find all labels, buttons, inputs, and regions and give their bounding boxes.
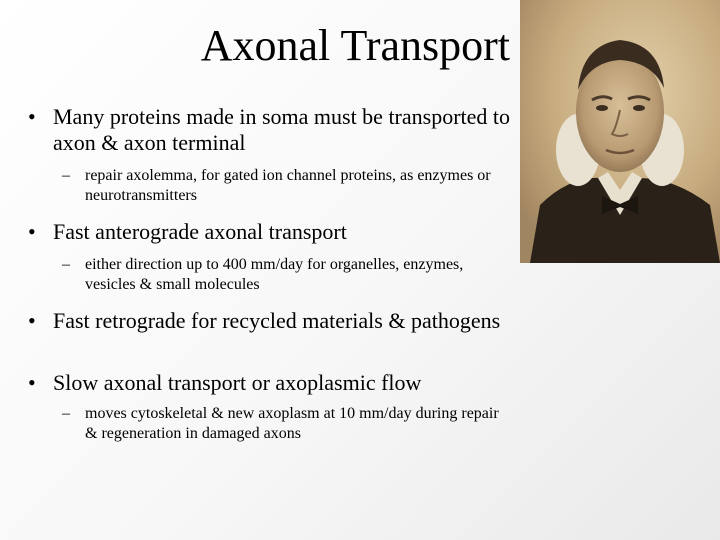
bullet-text: Many proteins made in soma must be transported to axon & axon terminal	[53, 104, 511, 155]
slide-title: Axonal Transport	[200, 21, 510, 70]
sub-bullet-text: moves cytoskeletal & new axoplasm at 10 mm/day during repair & regeneration in damaged axons	[85, 405, 499, 442]
bullet-text: Slow axonal transport or axoplasmic flow	[53, 370, 422, 395]
bullet-marker: •	[28, 370, 36, 395]
sub-bullet-text: either direction up to 400 mm/day for organelles, enzymes, vesicles & small molecules	[85, 256, 464, 293]
sub-bullet-marker: –	[62, 256, 70, 273]
sub-bullet-text: repair axolemma, for gated ion channel proteins, as enzymes or neurotransmitters	[85, 167, 491, 204]
bullet-marker: •	[28, 104, 36, 129]
bullet-marker: •	[28, 219, 36, 244]
bullet-text: Fast anterograde axonal transport	[53, 219, 347, 244]
bullet-marker: •	[28, 308, 36, 333]
sub-bullet-marker: –	[62, 167, 70, 184]
bullet-text: Fast retrograde for recycled materials & pathogens	[53, 308, 501, 333]
sub-bullet-marker: –	[62, 405, 70, 422]
